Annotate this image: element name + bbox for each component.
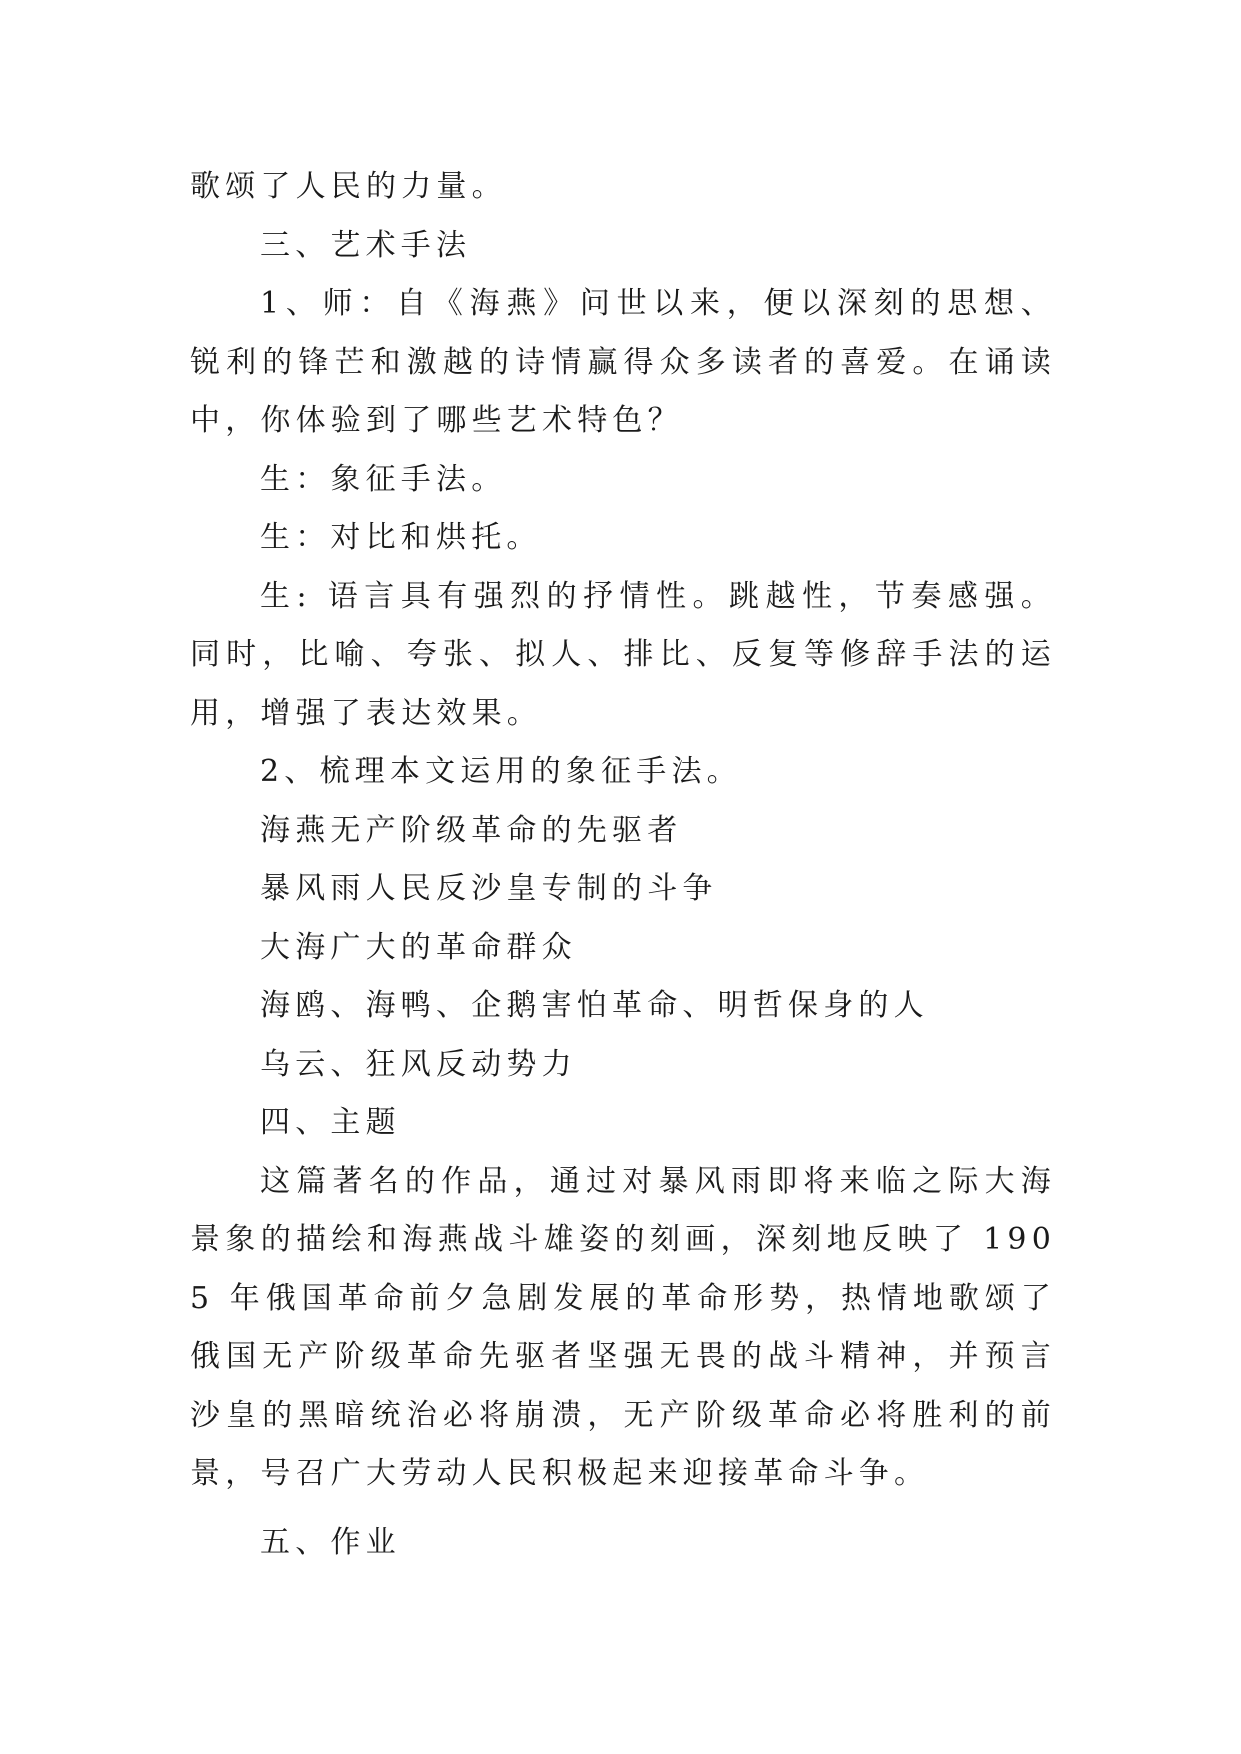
section-heading-theme: 四、主题 — [260, 1105, 401, 1140]
section-heading-art-techniques: 三、艺术手法 — [260, 227, 472, 263]
paragraph-student-answer-1: 生：象征手法。 — [260, 461, 507, 497]
paragraph-theme-body: 这篇著名的作品，通过对暴风雨即将来临之际大海景象的描绘和海燕战斗雄姿的刻画，深刻地反映了 1905 年俄国革命前夕急剧发展的革命形势，热情地歌颂了俄国无产阶级革命先驱者坚强无畏的战斗精神，并预言沙皇的黑暗统治必将崩溃，无产阶级革命必将胜利的前景，号召广大劳动人民积极起来迎接革命斗争。 — [190, 1163, 1056, 1491]
paragraph-student-answer-3: 生: 语言具有强烈的抒情性。跳越性，节奏感强。同时，比喻、夸张、拟人、排比、反复等修辞手法的运用，增强了表达效果。 — [190, 578, 1056, 731]
symbol-item-sea: 大海广大的革命群众 — [260, 929, 577, 965]
symbol-item-petrel: 海燕无产阶级革命的先驱者 — [260, 812, 683, 848]
symbol-item-storm: 暴风雨人民反沙皇专制的斗争 — [260, 871, 718, 906]
paragraph-continuation: 歌颂了人民的力量。 — [190, 169, 507, 204]
section-heading-homework: 五、作业 — [260, 1524, 401, 1560]
symbol-item-clouds-wind: 乌云、狂风反动势力 — [260, 1046, 577, 1082]
paragraph-student-answer-2: 生：对比和烘托。 — [260, 520, 542, 555]
symbol-item-gulls: 海鸥、海鸭、企鹅害怕革命、明哲保身的人 — [260, 988, 929, 1023]
document-body — [190, 158, 1056, 1572]
paragraph-teacher-question: 1、师：自《海燕》问世以来，便以深刻的思想、锐利的锋芒和激越的诗情赢得众多读者的喜爱。在诵读中，你体验到了哪些艺术特色？ — [190, 286, 1056, 438]
paragraph-symbolism-intro: 2、梳理本文运用的象征手法。 — [260, 754, 742, 789]
